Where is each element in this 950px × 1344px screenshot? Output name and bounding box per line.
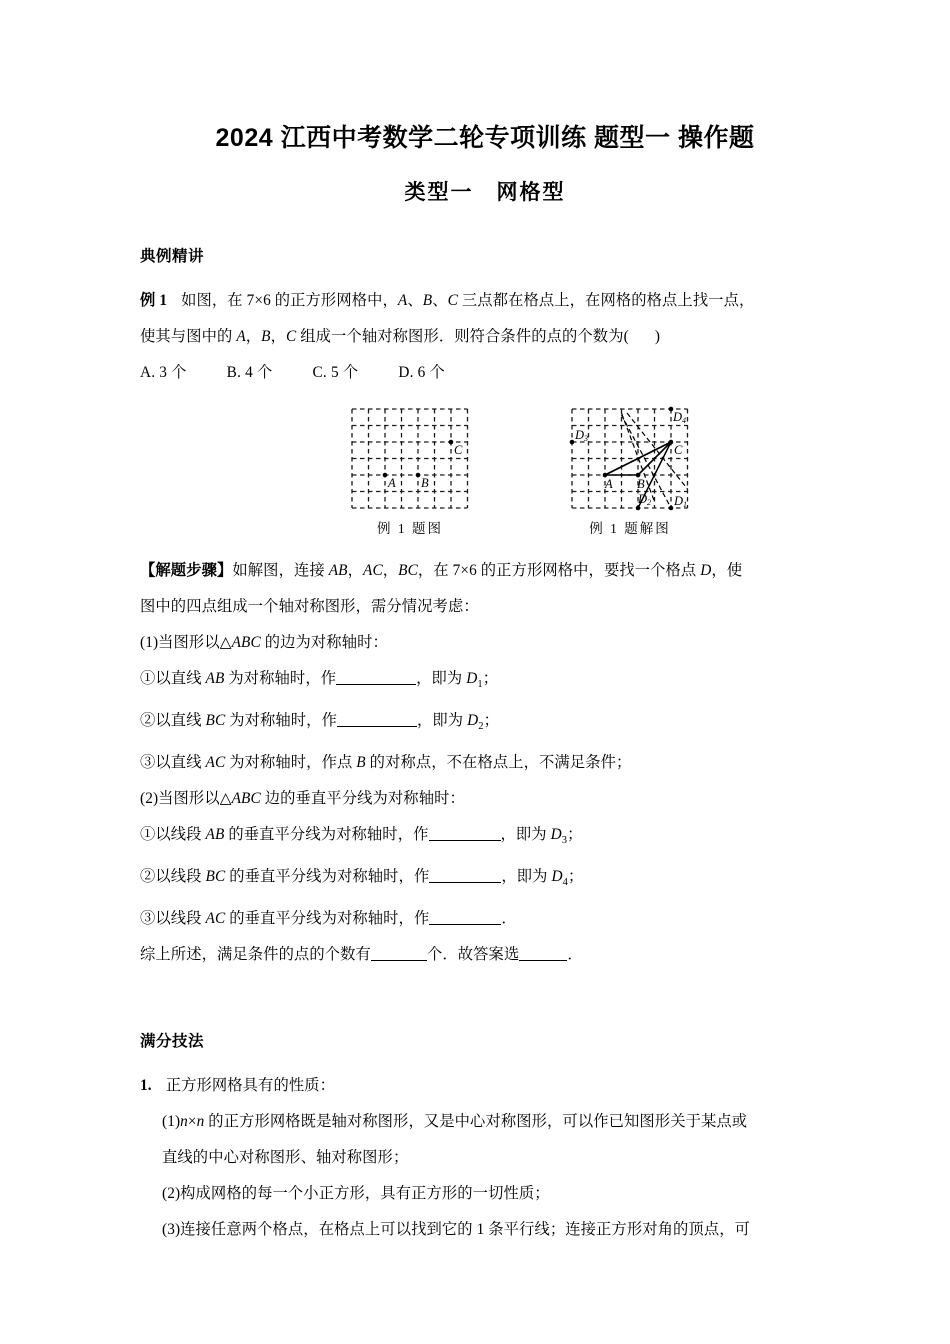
seg-ab: AB xyxy=(328,562,348,579)
concl-text: 个．故答案选 xyxy=(426,946,520,964)
subscript: 1 xyxy=(477,679,483,691)
solution-text: ， xyxy=(347,562,363,579)
var-a: A xyxy=(236,328,246,345)
example-stem-line-1 xyxy=(140,266,830,319)
document-content xyxy=(140,0,830,1248)
label-d1: D1 xyxy=(674,494,688,509)
item-text: 为对称轴时，作点 xyxy=(225,754,357,772)
fill-in-blank[interactable] xyxy=(429,909,501,925)
line-bc: BC xyxy=(205,712,226,730)
tri-abc: ABC xyxy=(231,790,261,808)
item-text: ； xyxy=(482,670,499,687)
item-text: ，即为 xyxy=(416,670,467,687)
tri-abc: ABC xyxy=(231,634,261,651)
var-c: C xyxy=(447,292,458,309)
item-text: ①以线段 xyxy=(140,826,206,844)
technique-sub-2: (2)构成网格的每一个小正方形，具有正方形的一切性质； xyxy=(162,1185,550,1203)
seg-ac: AC xyxy=(363,562,383,579)
point-d: D xyxy=(467,712,479,730)
label-c: C xyxy=(674,443,683,457)
problem-grid-svg xyxy=(345,403,475,513)
solution-case-2-heading xyxy=(140,781,830,817)
stem-text: 组成一个轴对称图形．则符合条件的点的个数为( xyxy=(296,328,629,345)
item-text: ； xyxy=(483,712,500,730)
fill-in-blank-answer[interactable] xyxy=(519,945,567,961)
point-d: D xyxy=(551,868,563,886)
item-text: ②以直线 xyxy=(140,712,206,730)
page-title: 2024 江西中考数学二轮专项训练 题型一 操作题 xyxy=(215,124,755,152)
solution-case-1-item-2 xyxy=(140,703,830,745)
var-b: B xyxy=(261,328,271,345)
item-text: 的垂直平分线为对称轴时，作 xyxy=(225,868,430,886)
case-text: (2)当图形以△ xyxy=(140,790,232,808)
var-b: B xyxy=(422,292,433,309)
item-text: ，即为 xyxy=(416,712,468,730)
point-c-dot xyxy=(449,440,454,445)
sub-text: (1) xyxy=(162,1113,181,1131)
point-b-dot xyxy=(416,473,421,478)
case-text: 的边为对称轴时： xyxy=(260,634,388,651)
stem-text: 、 xyxy=(407,292,423,309)
concl-text: 综上所述，满足条件的点的个数有 xyxy=(140,946,371,964)
point-d1-dot xyxy=(669,506,674,511)
label-c: C xyxy=(454,443,463,457)
solution-conclusion xyxy=(140,937,830,973)
item-text: ②以线段 xyxy=(140,868,206,886)
sub-text: × xyxy=(187,1113,197,1131)
solution-intro-line-1 xyxy=(140,553,830,589)
solution-text: ，在 7×6 的正方形网格中，要找一个格点 xyxy=(417,562,701,579)
stem-text: 三点都在格点上，在网格的格点上找一点， xyxy=(457,292,755,309)
choice-b[interactable]: B. 4 个 xyxy=(226,364,273,381)
choice-a[interactable]: A. 3 个 xyxy=(140,364,187,381)
solution-case-2-item-3 xyxy=(140,901,830,937)
example-stem-line-2 xyxy=(140,319,830,355)
seg-bc: BC xyxy=(205,868,226,886)
choice-d[interactable]: D. 6 个 xyxy=(398,364,445,381)
choice-c[interactable]: C. 5 个 xyxy=(312,364,359,381)
point-c-dot xyxy=(669,440,674,445)
line-ac: AC xyxy=(205,754,226,772)
solution-text: ， xyxy=(382,562,399,579)
label-a: A xyxy=(605,477,613,491)
figure-row xyxy=(140,403,830,553)
figure-caption-solution: 例 1 题解图 xyxy=(589,521,671,536)
solution-case-1-item-1 xyxy=(140,661,830,703)
var-c: C xyxy=(286,328,297,345)
seg-bc: BC xyxy=(398,562,418,579)
solution-case-1-item-3 xyxy=(140,745,830,781)
point-d: D xyxy=(466,670,478,687)
solution-text: ，使 xyxy=(711,562,743,579)
solution-grid-svg xyxy=(565,403,695,513)
concl-text: ． xyxy=(567,946,583,964)
technique-sub-3: (3)连接任意两个格点，在格点上可以找到它的 1 条平行线；连接正方形对角的顶点，可 xyxy=(162,1221,751,1239)
fill-in-blank-count[interactable] xyxy=(371,945,427,961)
solution-case-1-heading xyxy=(140,625,830,661)
seg-ac: AC xyxy=(205,910,226,928)
subscript: 2 xyxy=(478,721,484,733)
figure-solution xyxy=(565,403,695,537)
stem-text: 如图，在 7×6 的正方形网格中， xyxy=(181,292,398,309)
fill-in-blank[interactable] xyxy=(336,669,416,685)
point-b: B xyxy=(356,754,366,772)
item-text: 正方形网格具有的性质： xyxy=(165,1077,336,1095)
solution-text: 如解图，连接 xyxy=(232,562,329,579)
section-heading-techniques: 满分技法 xyxy=(140,1033,205,1051)
var-a: A xyxy=(397,292,408,309)
line-ab: AB xyxy=(205,670,225,687)
solution-case-2-item-1 xyxy=(140,817,830,859)
stem-text: ) xyxy=(654,328,661,345)
var-d: D xyxy=(700,562,712,579)
grid-lines xyxy=(572,409,688,508)
fill-in-blank[interactable] xyxy=(337,711,417,727)
label-d2: D2 xyxy=(638,492,652,507)
technique-sub-1-line-1 xyxy=(140,1104,830,1140)
example-label: 例 1 xyxy=(140,292,168,309)
label-a: A xyxy=(388,476,396,490)
grid-lines xyxy=(352,409,468,508)
point-a-dot xyxy=(383,473,388,478)
label-b: B xyxy=(421,476,429,490)
seg-ab: AB xyxy=(205,826,225,844)
stem-text: ， xyxy=(245,328,262,345)
page-subtitle: 类型一 网格型 xyxy=(404,181,566,204)
sub-text: 的正方形网格既是轴对称图形，又是中心对称图形，可以作已知图形关于某点或 xyxy=(204,1113,748,1131)
item-text: 的对称点，不在格点上，不满足条件； xyxy=(365,754,632,772)
fill-in-blank[interactable] xyxy=(429,825,501,841)
item-text: ③以线段 xyxy=(140,910,206,928)
var-n: n xyxy=(196,1113,205,1131)
subscript: 3 xyxy=(561,835,568,847)
point-d2-dot xyxy=(636,506,641,511)
fill-in-blank[interactable] xyxy=(429,867,501,883)
item-text: ； xyxy=(567,826,583,844)
item-text: 的垂直平分线为对称轴时，作 xyxy=(224,826,429,844)
section-heading-examples: 典例精讲 xyxy=(140,248,205,265)
stem-text: 使其与图中的 xyxy=(140,328,237,345)
solution-intro-line-2: 图中的四点组成一个轴对称图形，需分情况考虑： xyxy=(140,598,479,615)
point-d3-dot xyxy=(570,440,575,445)
figure-problem xyxy=(345,403,475,537)
item-text: 的垂直平分线为对称轴时，作 xyxy=(225,910,430,928)
label-d4: D4 xyxy=(673,410,687,425)
technique-item-1 xyxy=(140,1051,830,1104)
case-text: 边的垂直平分线为对称轴时： xyxy=(260,790,465,808)
example-choices xyxy=(140,355,830,391)
technique-sub-1-line-2: 直线的中心对称图形、轴对称图形； xyxy=(162,1149,409,1167)
item-number: 1. xyxy=(140,1077,152,1095)
subscript: 4 xyxy=(562,877,568,889)
point-d: D xyxy=(550,826,562,844)
case-text: (1)当图形以△ xyxy=(140,634,232,651)
figure-caption-problem: 例 1 题图 xyxy=(377,521,443,536)
item-text: ，即为 xyxy=(501,868,552,886)
item-text: 为对称轴时，作 xyxy=(225,712,337,730)
item-text: ①以直线 xyxy=(140,670,206,687)
solution-tag: 【解题步骤】 xyxy=(140,562,233,579)
item-text: ，即为 xyxy=(500,826,551,844)
label-d3: D3 xyxy=(575,428,589,443)
item-text: ； xyxy=(568,868,584,886)
item-text: ． xyxy=(501,910,517,928)
item-text: 为对称轴时，作 xyxy=(224,670,337,687)
item-text: ③以直线 xyxy=(140,754,206,772)
var-n: n xyxy=(180,1113,188,1131)
label-b: B xyxy=(637,477,645,491)
solution-case-2-item-2 xyxy=(140,859,830,901)
stem-text: 、 xyxy=(432,292,448,309)
stem-text: ， xyxy=(270,328,287,345)
